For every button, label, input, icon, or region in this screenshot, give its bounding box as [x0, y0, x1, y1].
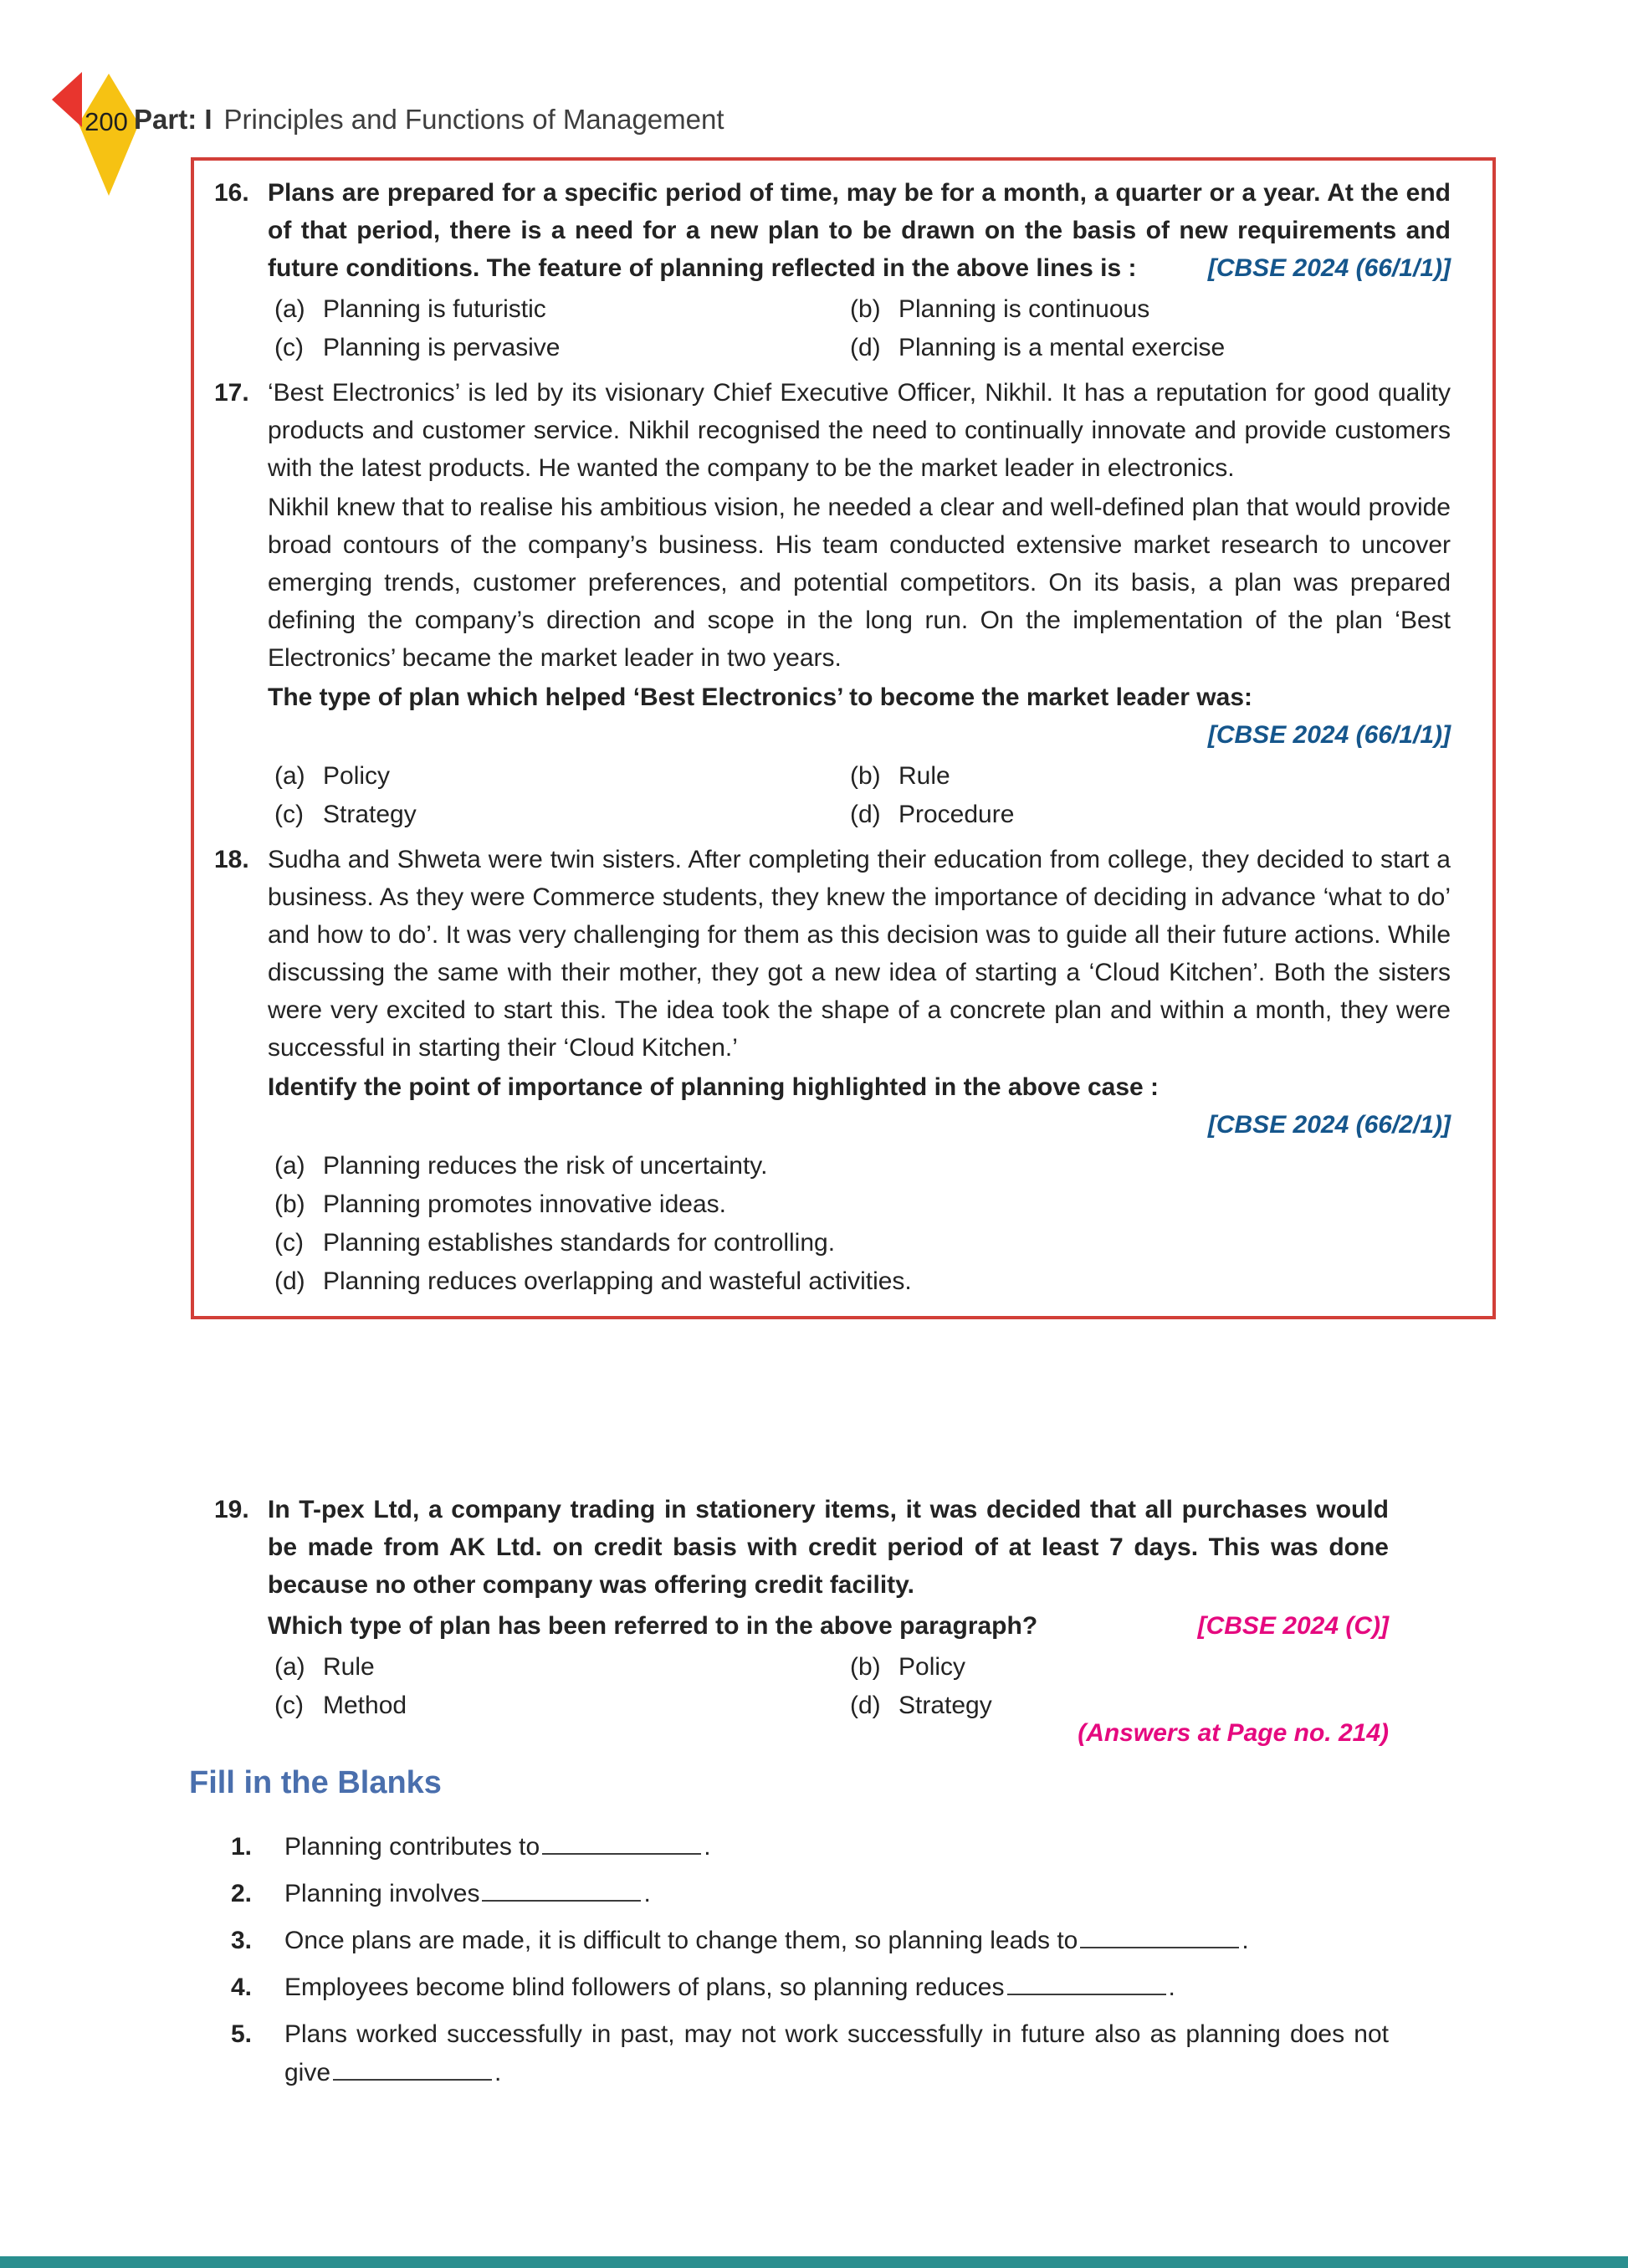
item-period: . [494, 2059, 502, 2086]
option-label: (b) [850, 762, 881, 790]
option-label: (a) [274, 1653, 305, 1681]
question-number: 17. [214, 379, 249, 407]
question-paragraph: ‘Best Electronics’ is led by its visionary Chief Executive Officer, Nikhil. It has a reputation for good quality products and customer service. Nikhil recognised the need to continually innovate and provide customers with the latest products. He wanted the company to be the market leader in electronics. [268, 379, 1451, 482]
option-c [268, 1224, 1451, 1262]
option-label: (c) [274, 1692, 304, 1719]
options-list [268, 1147, 1451, 1301]
option-label: (d) [850, 1692, 881, 1719]
options-grid [268, 757, 1451, 834]
option-label: (d) [850, 334, 881, 361]
option-b [843, 1648, 1389, 1687]
option-text: Planning promotes innovative ideas. [323, 1190, 726, 1218]
blank-line [482, 1887, 641, 1902]
question-stem: Plans are prepared for a specific period of time, may be for a month, a quarter or a year. At the end of that period, there is a need for a new plan to be drawn on the basis of new requirements and future conditions. The feature of planning reflected in the above lines is : [268, 179, 1451, 282]
cbse-tag: [CBSE 2024 (66/2/1)] [1207, 1111, 1451, 1139]
option-label: (b) [850, 295, 881, 323]
item-number: 2. [231, 1880, 253, 1907]
option-text: Strategy [323, 801, 417, 828]
blank-line [542, 1840, 701, 1855]
option-c [268, 329, 843, 367]
option-c [268, 796, 843, 834]
option-a [268, 757, 843, 796]
cbse-tag: [CBSE 2024 (66/1/1)] [1207, 721, 1451, 749]
option-text: Planning reduces the risk of uncertainty. [323, 1152, 768, 1180]
question-number: 16. [214, 179, 249, 207]
item-number: 4. [231, 1974, 253, 2001]
item-text: Planning contributes to [284, 1833, 540, 1861]
highlighted-question-box [191, 157, 1496, 1319]
option-text: Planning is continuous [898, 295, 1150, 323]
running-header [134, 104, 724, 136]
question-paragraph: Sudha and Shweta were twin sisters. After completing their education from college, they decided to start a business. As they were Commerce students, they knew the importance of deciding in advance ‘what to do’ and how to do’. It was very challenging for them as this decision was to guide all their future actions. While discussing the same with their mother, they got a new idea of starting a ‘Cloud Kitchen’. Both the sisters were very excited to start this. The idea took the shape of a concrete plan and within a month, they were successful in starting their ‘Cloud Kitchen.’ [268, 846, 1451, 1062]
fill-in-the-blanks-heading: Fill in the Blanks [189, 1765, 442, 1800]
option-a [268, 290, 843, 329]
item-period: . [643, 1880, 651, 1907]
option-a [268, 1648, 843, 1687]
options-grid [268, 1648, 1389, 1725]
option-label: (b) [850, 1653, 881, 1681]
question-stem: The type of plan which helped ‘Best Electronics’ to become the market leader was: [268, 683, 1252, 711]
option-text: Planning is a mental exercise [898, 334, 1226, 361]
answers-note: (Answers at Page no. 214) [1078, 1719, 1389, 1747]
option-b [268, 1185, 1451, 1224]
option-text: Procedure [898, 801, 1015, 828]
item-number: 5. [231, 2020, 253, 2048]
option-text: Method [323, 1692, 407, 1719]
option-label: (c) [274, 1229, 304, 1257]
item-number: 3. [231, 1927, 253, 1954]
option-d [268, 1262, 1451, 1301]
cbse-tag: [CBSE 2024 (C)] [1197, 1612, 1389, 1640]
option-a [268, 1147, 1451, 1185]
part-title: Principles and Functions of Management [223, 104, 724, 135]
blank-line [1007, 1980, 1166, 1995]
option-label: (d) [274, 1267, 305, 1295]
option-b [843, 290, 1451, 329]
option-label: (d) [850, 801, 881, 828]
option-label: (c) [274, 334, 304, 361]
option-text: Planning reduces overlapping and wasteful activities. [323, 1267, 912, 1295]
question-stem: In T-pex Ltd, a company trading in stationery items, it was decided that all purchases would be made from AK Ltd. on credit basis with credit period of at least 7 days. This was done because no other company was offering credit facility. [268, 1496, 1389, 1599]
item-text: Once plans are made, it is difficult to change them, so planning leads to [284, 1927, 1078, 1954]
item-period: . [1241, 1927, 1249, 1954]
option-text: Strategy [898, 1692, 992, 1719]
page-number: 200 [84, 107, 128, 136]
option-label: (c) [274, 801, 304, 828]
option-text: Planning establishes standards for controlling. [323, 1229, 836, 1257]
option-label: (a) [274, 762, 305, 790]
item-text: Employees become blind followers of plans, so planning reduces [284, 1974, 1005, 2001]
option-text: Planning is pervasive [323, 334, 561, 361]
question-stem: Identify the point of importance of planning highlighted in the above case : [268, 1073, 1160, 1101]
item-text: Planning involves [284, 1880, 480, 1907]
blank-line [333, 2066, 492, 2081]
question-16 [214, 174, 1451, 367]
fill-item-3 [214, 1922, 1389, 1960]
item-period: . [704, 1833, 711, 1861]
option-text: Rule [898, 762, 950, 790]
question-paragraph: Nikhil knew that to realise his ambitious vision, he needed a clear and well-defined plan that would provide broad contours of the company’s business. His team conducted extensive market research to uncover emerging trends, customer preferences, and potential competitors. On its basis, a plan was prepared defining the company’s direction and scope in the long run. On the implementation of the plan ‘Best Electronics’ became the market leader in two years. [268, 494, 1451, 672]
option-d [843, 329, 1451, 367]
option-text: Policy [898, 1653, 966, 1681]
blank-line [1080, 1933, 1239, 1948]
option-label: (a) [274, 295, 305, 323]
question-number: 19. [214, 1496, 249, 1523]
item-text: Plans worked successfully in past, may not work successfully in future also as planning does not give [284, 2020, 1389, 2086]
question-number: 18. [214, 846, 249, 873]
option-text: Policy [323, 762, 391, 790]
footer-accent-bar [0, 2256, 1628, 2268]
fill-item-4 [214, 1969, 1389, 2007]
option-label: (a) [274, 1152, 305, 1180]
question-17 [214, 374, 1451, 834]
option-label: (b) [274, 1190, 305, 1218]
question-prompt: Which type of plan has been referred to in the above paragraph? [268, 1612, 1038, 1640]
fill-item-2 [214, 1875, 1389, 1913]
part-label: Part: I [134, 104, 212, 135]
option-text: Rule [323, 1653, 375, 1681]
question-18 [214, 841, 1451, 1301]
question-19 [214, 1491, 1389, 1725]
item-number: 1. [231, 1833, 253, 1861]
option-text: Planning is futuristic [323, 295, 546, 323]
cbse-tag: [CBSE 2024 (66/1/1)] [1207, 254, 1451, 282]
fill-item-1 [214, 1828, 1389, 1866]
item-period: . [1168, 1974, 1175, 2001]
option-d [843, 796, 1451, 834]
fill-item-5 [214, 2015, 1389, 2092]
fill-in-the-blanks-list [214, 1828, 1389, 2101]
options-grid [268, 290, 1451, 367]
option-b [843, 757, 1451, 796]
